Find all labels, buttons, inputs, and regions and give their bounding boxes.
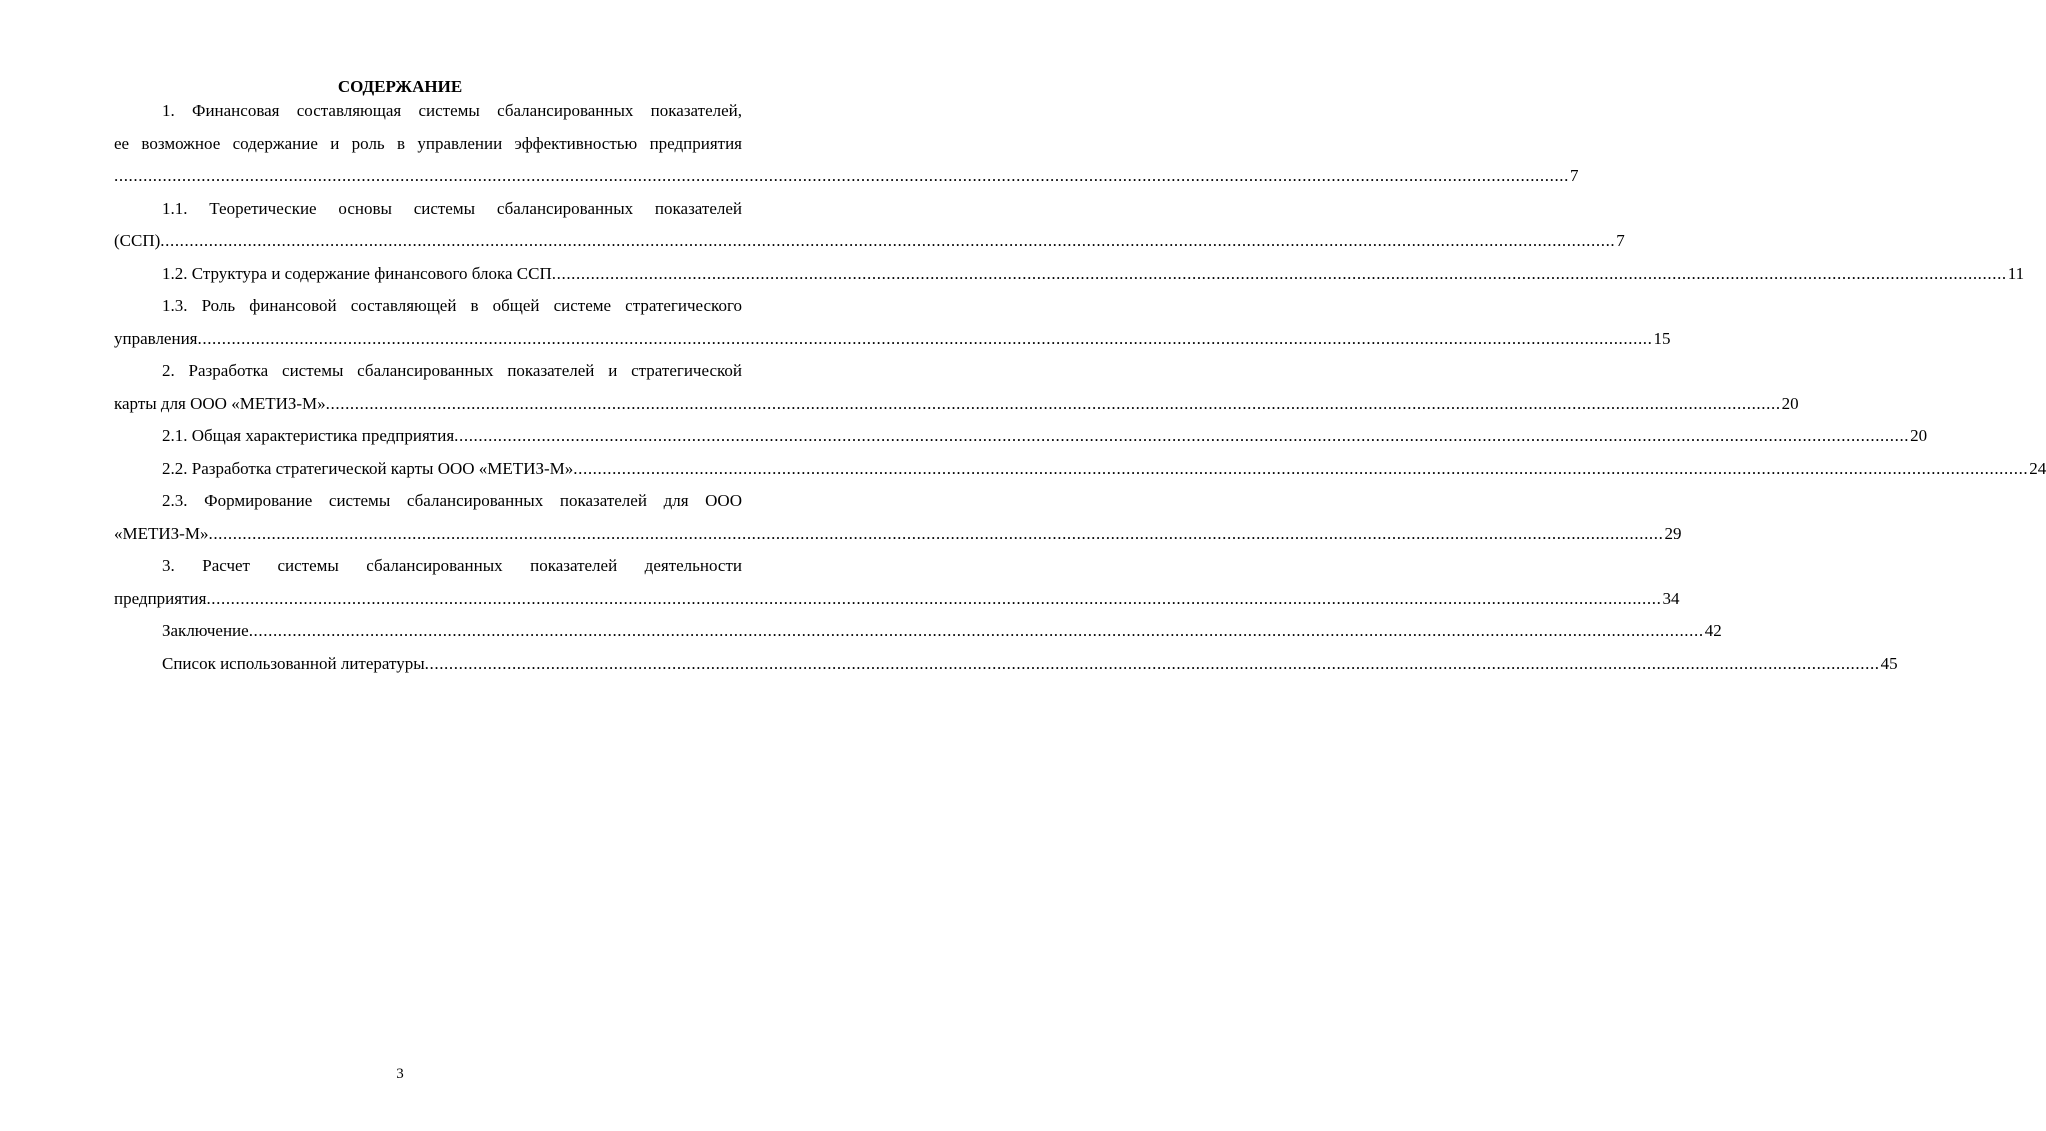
toc-page-ref: 20 <box>1781 393 1799 413</box>
toc-entry <box>114 388 1799 421</box>
dot-leader: ............................................................................................................................................................................................................................................................................................................ <box>114 166 1569 185</box>
dot-leader: ............................................................................................................................................................................................................................................................................................................ <box>573 458 2029 478</box>
toc-entry-text: 2.1. Общая характеристика предприятия <box>162 426 455 445</box>
toc-entry-text: 3. Расчет системы сбалансированных показателей деятельности <box>162 556 742 575</box>
toc-entry <box>114 615 1722 648</box>
toc-page-ref: 45 <box>1880 653 1898 673</box>
toc-entry-text: Список использованной литературы <box>162 653 425 673</box>
dot-leader: ............................................................................................................................................................................................................................................................................................................ <box>424 653 1880 673</box>
toc-entry-text: карты для ООО «МЕТИЗ-М» <box>114 393 326 413</box>
toc-entry-text: 1.3. Роль финансовой составляющей в общей системе стратегического <box>162 296 742 315</box>
toc-entry-text: ее возможное содержание и роль в управлении эффективностью предприятия <box>114 133 742 153</box>
toc-page-ref: 24 <box>2029 458 2046 478</box>
dot-leader: ............................................................................................................................................................................................................................................................................................................ <box>325 393 1781 413</box>
page-title: СОДЕРЖАНИЕ <box>337 77 463 96</box>
toc-page-ref: 15 <box>1653 328 1671 348</box>
table-of-contents <box>114 95 2046 680</box>
toc-entry <box>114 453 2046 486</box>
toc-entry-text: предприятия <box>114 588 207 608</box>
dot-leader: ............................................................................................................................................................................................................................................................................................................ <box>454 426 1910 445</box>
toc-entry <box>114 648 1898 681</box>
toc-entry-text: 1.2. Структура и содержание финансового блока ССП <box>162 263 552 283</box>
toc-page-ref: 11 <box>2007 263 2025 283</box>
toc-page-ref: 20 <box>1910 426 1928 445</box>
toc-entry <box>114 323 1671 356</box>
dot-leader: ............................................................................................................................................................................................................................................................................................................ <box>160 231 1616 250</box>
toc-entry-text: «МЕТИЗ-М» <box>114 523 209 543</box>
toc-page-ref: 7 <box>1570 166 1579 185</box>
toc-page-ref: 34 <box>1662 588 1680 608</box>
toc-entry <box>114 518 1682 551</box>
dot-leader: ............................................................................................................................................................................................................................................................................................................ <box>206 588 1662 608</box>
toc-page-ref: 7 <box>1616 231 1625 250</box>
page-number: 3 <box>396 1066 404 1082</box>
toc-page-ref: 29 <box>1664 523 1682 543</box>
toc-entry <box>114 160 1579 193</box>
toc-page-ref: 42 <box>1704 621 1722 640</box>
dot-leader: ............................................................................................................................................................................................................................................................................................................ <box>551 263 2007 283</box>
toc-entry <box>114 225 1625 258</box>
toc-entry-text: 2. Разработка системы сбалансированных показателей и стратегической <box>162 361 742 380</box>
dot-leader: ............................................................................................................................................................................................................................................................................................................ <box>197 328 1653 348</box>
toc-entry-text: (ССП) <box>114 231 161 250</box>
toc-entry-text: 1.1. Теоретические основы системы сбалансированных показателей <box>162 198 742 218</box>
toc-entry-text: 2.2. Разработка стратегической карты ООО «МЕТИЗ-М» <box>162 458 574 478</box>
toc-entry <box>114 420 1928 453</box>
dot-leader: ............................................................................................................................................................................................................................................................................................................ <box>248 621 1704 640</box>
toc-entry <box>114 258 2025 291</box>
toc-entry-text: 1. Финансовая составляющая системы сбалансированных показателей, <box>162 101 742 120</box>
toc-entry <box>114 583 1680 616</box>
toc-entry-text: 2.3. Формирование системы сбалансированных показателей для ООО <box>162 491 742 510</box>
toc-entry-text: управления <box>114 328 198 348</box>
dot-leader: ............................................................................................................................................................................................................................................................................................................ <box>208 523 1664 543</box>
toc-entry-text: Заключение <box>162 621 249 640</box>
